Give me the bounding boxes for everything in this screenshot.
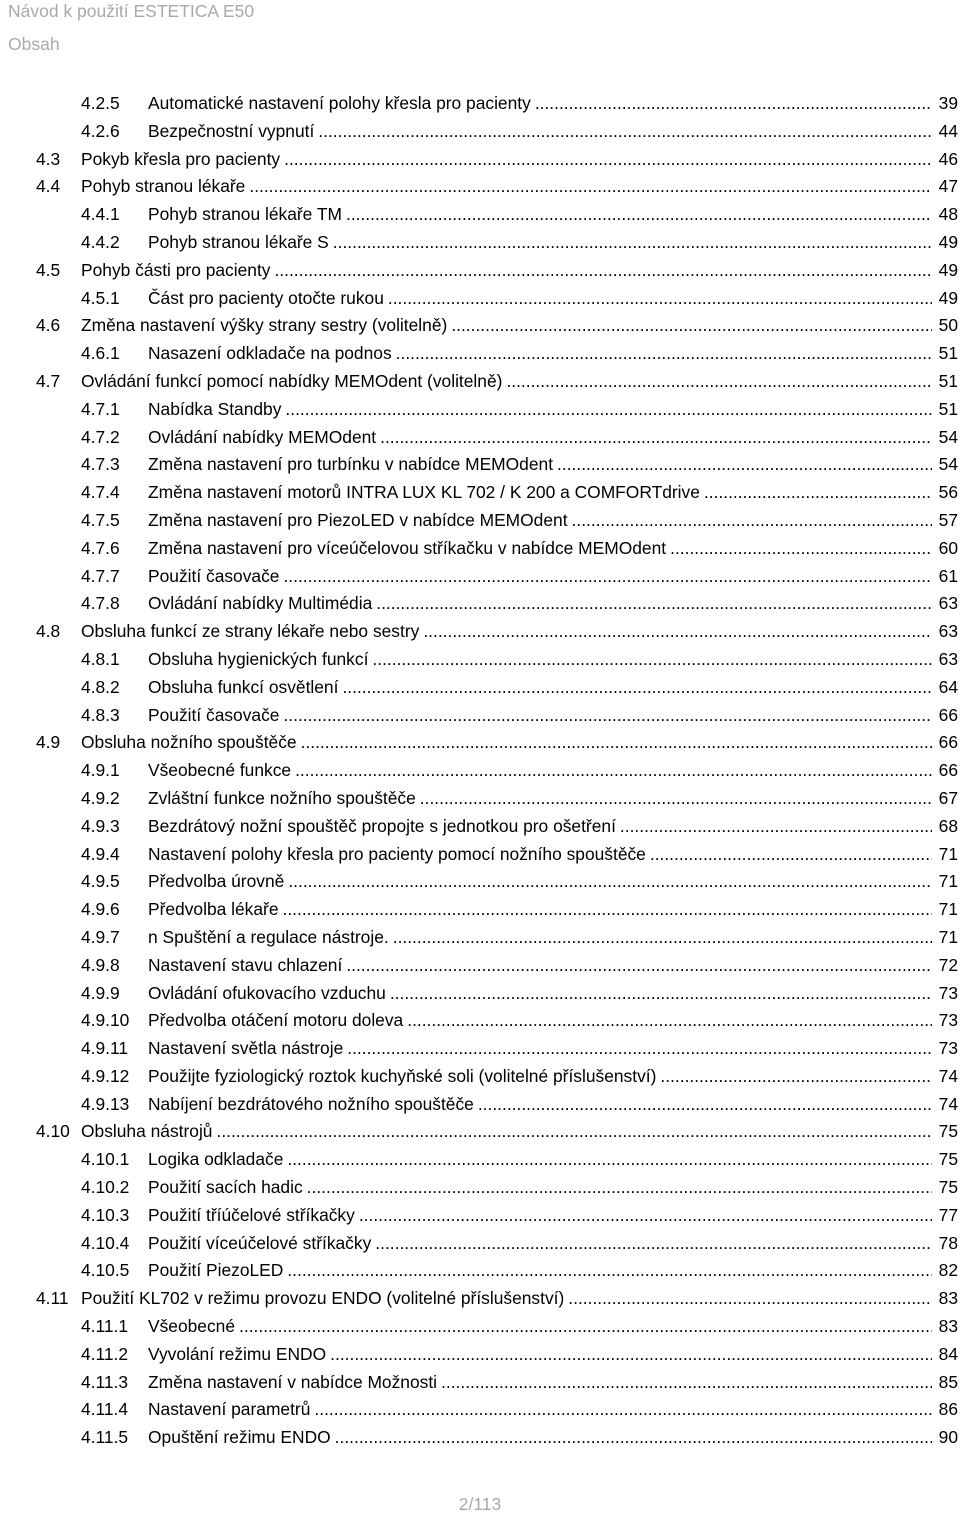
toc-entry-title: Změna nastavení výšky strany sestry (volitelně)	[81, 315, 448, 336]
toc-entry-page: 71	[938, 926, 958, 947]
toc-entry-page: 66	[938, 704, 958, 725]
toc-entry-title: Pohyb stranou lékaře	[81, 176, 246, 197]
dot-leader	[420, 785, 932, 813]
toc-entry[interactable]	[36, 368, 958, 396]
toc-entry-title: Ovládání ofukovacího vzduchu	[148, 982, 386, 1003]
toc-entry-title: Obsluha funkcí ze strany lékaře nebo sestry	[81, 621, 420, 642]
toc-entry-page: 84	[938, 1343, 958, 1364]
table-of-contents	[36, 90, 958, 1452]
toc-entry-page: 63	[938, 593, 958, 614]
dot-leader	[346, 952, 932, 980]
toc-entry-title: Obsluha hygienických funkcí	[148, 648, 369, 669]
dot-leader	[568, 1285, 932, 1313]
toc-entry-title: Použití KL702 v režimu provozu ENDO (volitelné příslušenství)	[81, 1288, 565, 1309]
toc-entry-page: 49	[938, 259, 958, 280]
toc-entry-number: 4.11.5	[81, 1427, 129, 1448]
toc-entry-title: Předvolba lékaře	[148, 899, 279, 920]
toc-entry-page: 78	[938, 1232, 958, 1253]
toc-entry-page: 77	[938, 1204, 958, 1225]
dot-leader	[441, 1369, 932, 1397]
dot-leader	[283, 896, 932, 924]
toc-entry-title: Pohyb části pro pacienty	[81, 259, 271, 280]
dot-leader	[307, 1174, 932, 1202]
toc-entry[interactable]	[36, 1035, 958, 1063]
toc-entry-title: Nastavení stavu chlazení	[148, 954, 343, 975]
toc-entry-number: 4.9.7	[81, 926, 120, 947]
toc-entry-page: 73	[938, 1038, 958, 1059]
toc-entry[interactable]	[36, 868, 958, 896]
dot-leader	[335, 1424, 932, 1452]
toc-entry-page: 74	[938, 1065, 958, 1086]
toc-entry-page: 54	[938, 426, 958, 447]
toc-entry-page: 66	[938, 760, 958, 781]
toc-entry-title: Použití PiezoLED	[148, 1260, 284, 1281]
toc-entry-page: 60	[938, 537, 958, 558]
dot-leader	[239, 1313, 932, 1341]
dot-leader	[380, 424, 932, 452]
dot-leader	[274, 257, 932, 285]
toc-entry-title: Vyvolání režimu ENDO	[148, 1343, 327, 1364]
document-title: Návod k použití ESTETICA E50	[8, 1, 255, 21]
toc-entry-number: 4.5	[36, 259, 61, 280]
toc-entry[interactable]	[36, 118, 958, 146]
toc-entry-number: 4.7.5	[81, 509, 120, 530]
toc-entry[interactable]	[36, 479, 958, 507]
dot-leader	[342, 674, 932, 702]
toc-entry-page: 67	[938, 787, 958, 808]
toc-entry-page: 75	[938, 1177, 958, 1198]
toc-entry-title: Všeobecné funkce	[148, 760, 292, 781]
toc-entry-number: 4.7.7	[81, 565, 120, 586]
toc-entry-title: Změna nastavení pro víceúčelovou stříkačku v nabídce MEMOdent	[148, 537, 667, 558]
toc-entry-number: 4.4.1	[81, 204, 120, 225]
dot-leader	[478, 1091, 932, 1119]
toc-entry[interactable]	[36, 507, 958, 535]
toc-entry[interactable]	[36, 785, 958, 813]
toc-entry-page: 46	[938, 148, 958, 169]
toc-entry[interactable]	[36, 896, 958, 924]
toc-entry-title: Obsluha nožního spouštěče	[81, 732, 297, 753]
toc-entry-page: 72	[938, 954, 958, 975]
toc-entry-page: 56	[938, 482, 958, 503]
dot-leader	[660, 1063, 932, 1091]
toc-entry-number: 4.7	[36, 370, 61, 391]
toc-entry-number: 4.6.1	[81, 343, 120, 364]
toc-entry[interactable]	[36, 1257, 958, 1285]
toc-entry-number: 4.11.3	[81, 1371, 129, 1392]
toc-entry-title: Použití víceúčelové stříkačky	[148, 1232, 372, 1253]
toc-entry-title: Předvolba otáčení motoru doleva	[148, 1010, 404, 1031]
toc-entry-page: 85	[938, 1371, 958, 1392]
dot-leader	[301, 729, 932, 757]
toc-entry[interactable]	[36, 646, 958, 674]
toc-entry-number: 4.9.9	[81, 982, 120, 1003]
toc-entry[interactable]	[36, 90, 958, 118]
toc-entry[interactable]	[36, 563, 958, 591]
toc-entry[interactable]	[36, 841, 958, 869]
toc-entry-title: Nastavení parametrů	[148, 1399, 311, 1420]
dot-leader	[347, 1035, 932, 1063]
toc-entry-page: 71	[938, 871, 958, 892]
toc-entry-title: Obsluha funkcí osvětlení	[148, 676, 339, 697]
toc-entry-title: Nasazení odkladače na podnos	[148, 343, 392, 364]
toc-entry-number: 4.2.6	[81, 120, 120, 141]
toc-entry-number: 4.11.4	[81, 1399, 129, 1420]
dot-leader	[249, 173, 932, 201]
toc-entry-number: 4.2.5	[81, 93, 120, 113]
toc-entry-title: Změna nastavení pro PiezoLED v nabídce MEMOdent	[148, 509, 568, 530]
toc-entry-number: 4.11	[36, 1288, 69, 1309]
toc-entry-page: 51	[938, 398, 958, 419]
toc-entry-page: 39	[938, 93, 958, 113]
toc-entry-title: Nastavení polohy křesla pro pacienty pomocí nožního spouštěče	[148, 843, 646, 864]
toc-entry-title: n Spuštění a regulace nástroje.	[148, 926, 389, 947]
toc-entry-title: Nabíjení bezdrátového nožního spouštěče	[148, 1093, 474, 1114]
toc-entry[interactable]	[36, 146, 958, 174]
dot-leader	[359, 1202, 932, 1230]
dot-leader	[376, 590, 932, 618]
toc-entry-page: 75	[938, 1149, 958, 1170]
dot-leader	[393, 924, 932, 952]
toc-entry-page: 86	[938, 1399, 958, 1420]
toc-entry-title: Ovládání nabídky MEMOdent	[148, 426, 377, 447]
toc-entry-number: 4.5.1	[81, 287, 120, 308]
toc-entry-title: Ovládání funkcí pomocí nabídky MEMOdent (volitelně)	[81, 370, 503, 391]
toc-entry-number: 4.4.2	[81, 231, 120, 252]
toc-entry[interactable]	[36, 229, 958, 257]
toc-entry-number: 4.10	[36, 1121, 70, 1142]
toc-entry[interactable]	[36, 1313, 958, 1341]
toc-entry[interactable]	[36, 1424, 958, 1452]
toc-entry[interactable]	[36, 757, 958, 785]
dot-leader	[216, 1118, 932, 1146]
toc-entry-page: 47	[938, 176, 958, 197]
dot-leader	[650, 841, 932, 869]
dot-leader	[346, 201, 932, 229]
toc-entry-page: 82	[938, 1260, 958, 1281]
toc-entry-number: 4.7.2	[81, 426, 120, 447]
toc-entry-number: 4.8.3	[81, 704, 120, 725]
dot-leader	[295, 757, 932, 785]
toc-entry-number: 4.9.13	[81, 1093, 130, 1114]
toc-entry-number: 4.7.1	[81, 398, 120, 419]
toc-entry-title: Změna nastavení v nabídce Možnosti	[148, 1371, 438, 1392]
toc-entry-number: 4.9.4	[81, 843, 120, 864]
toc-entry[interactable]	[36, 674, 958, 702]
dot-leader	[670, 535, 932, 563]
dot-leader	[451, 312, 932, 340]
page-header	[0, 0, 960, 62]
toc-entry-number: 4.9	[36, 732, 61, 753]
toc-entry-page: 73	[938, 982, 958, 1003]
dot-leader	[372, 646, 932, 674]
dot-leader	[388, 285, 932, 313]
toc-entry-number: 4.7.4	[81, 482, 120, 503]
dot-leader	[407, 1007, 932, 1035]
toc-entry-page: 61	[938, 565, 958, 586]
toc-entry[interactable]	[36, 1202, 958, 1230]
toc-entry[interactable]	[36, 590, 958, 618]
toc-entry-number: 4.7.3	[81, 454, 120, 475]
section-title: Obsah	[8, 34, 60, 54]
toc-entry[interactable]	[36, 285, 958, 313]
toc-entry[interactable]	[36, 257, 958, 285]
toc-entry[interactable]	[36, 312, 958, 340]
toc-entry-number: 4.9.8	[81, 954, 120, 975]
toc-entry[interactable]	[36, 1230, 958, 1258]
toc-entry-title: Část pro pacienty otočte rukou	[148, 287, 384, 308]
dot-leader	[375, 1230, 932, 1258]
toc-entry-title: Použití časovače	[148, 704, 280, 725]
toc-entry-page: 73	[938, 1010, 958, 1031]
toc-entry-number: 4.9.10	[81, 1010, 130, 1031]
toc-entry-title: Bezdrátový nožní spouštěč propojte s jednotkou pro ošetření	[148, 815, 616, 836]
dot-leader	[283, 563, 932, 591]
toc-entry-page: 51	[938, 343, 958, 364]
toc-entry-title: Použití časovače	[148, 565, 280, 586]
toc-entry[interactable]	[36, 1146, 958, 1174]
toc-entry[interactable]	[36, 424, 958, 452]
toc-entry-number: 4.10.3	[81, 1204, 130, 1225]
toc-entry-number: 4.9.11	[81, 1038, 129, 1059]
toc-entry-title: Zvláštní funkce nožního spouštěče	[148, 787, 416, 808]
toc-entry-page: 71	[938, 843, 958, 864]
toc-entry[interactable]	[36, 1007, 958, 1035]
toc-entry[interactable]	[36, 1118, 958, 1146]
toc-entry-page: 50	[938, 315, 958, 336]
toc-entry-number: 4.11.1	[81, 1316, 129, 1337]
dot-leader	[285, 396, 932, 424]
toc-entry-number: 4.9.12	[81, 1065, 130, 1086]
toc-entry-title: Použití sacích hadic	[148, 1177, 303, 1198]
page-number: 2/113	[458, 1494, 502, 1514]
dot-leader	[284, 146, 932, 174]
toc-entry[interactable]	[36, 201, 958, 229]
dot-leader	[333, 229, 932, 257]
toc-entry[interactable]	[36, 1285, 958, 1313]
toc-entry-page: 64	[938, 676, 958, 697]
toc-entry-page: 57	[938, 509, 958, 530]
toc-entry-number: 4.9.3	[81, 815, 120, 836]
dot-leader	[572, 507, 932, 535]
toc-entry[interactable]	[36, 618, 958, 646]
toc-entry-number: 4.7.8	[81, 593, 120, 614]
toc-entry[interactable]	[36, 173, 958, 201]
toc-entry[interactable]	[36, 535, 958, 563]
toc-entry[interactable]	[36, 1341, 958, 1369]
toc-entry[interactable]	[36, 729, 958, 757]
toc-entry-page: 63	[938, 648, 958, 669]
dot-leader	[288, 868, 932, 896]
toc-entry-number: 4.9.2	[81, 787, 120, 808]
toc-entry-title: Pohyb stranou lékaře S	[148, 231, 329, 252]
toc-entry-number: 4.8.2	[81, 676, 120, 697]
dot-leader	[423, 618, 932, 646]
toc-entry-page: 44	[938, 120, 958, 141]
toc-entry-page: 71	[938, 899, 958, 920]
toc-entry-number: 4.8	[36, 621, 61, 642]
toc-entry-page: 68	[938, 815, 958, 836]
toc-entry[interactable]	[36, 451, 958, 479]
toc-entry[interactable]	[36, 702, 958, 730]
toc-entry-number: 4.10.4	[81, 1232, 130, 1253]
toc-entry-page: 54	[938, 454, 958, 475]
toc-entry-number: 4.9.6	[81, 899, 120, 920]
toc-entry-title: Pokyb křesla pro pacienty	[81, 148, 281, 169]
toc-entry-number: 4.10.5	[81, 1260, 130, 1281]
toc-entry-number: 4.9.1	[81, 760, 120, 781]
toc-entry-title: Automatické nastavení polohy křesla pro pacienty	[148, 93, 531, 113]
toc-entry-page: 83	[938, 1288, 958, 1309]
toc-entry-title: Opuštění režimu ENDO	[148, 1427, 331, 1448]
toc-entry-title: Všeobecné	[148, 1316, 236, 1337]
toc-entry[interactable]	[36, 1091, 958, 1119]
toc-entry-title: Předvolba úrovně	[148, 871, 285, 892]
dot-leader	[330, 1341, 932, 1369]
toc-entry[interactable]	[36, 924, 958, 952]
dot-leader	[314, 1396, 932, 1424]
toc-entry-number: 4.4	[36, 176, 61, 197]
toc-entry-title: Nastavení světla nástroje	[148, 1038, 344, 1059]
toc-entry-page: 83	[938, 1316, 958, 1337]
dot-leader	[506, 368, 932, 396]
toc-entry[interactable]	[36, 1174, 958, 1202]
toc-entry-title: Změna nastavení pro turbínku v nabídce MEMOdent	[148, 454, 554, 475]
toc-entry-number: 4.9.5	[81, 871, 120, 892]
toc-entry-number: 4.10.1	[81, 1149, 130, 1170]
toc-entry-title: Změna nastavení motorů INTRA LUX KL 702 / K 200 a COMFORTdrive	[148, 482, 700, 503]
toc-entry-number: 4.3	[36, 148, 61, 169]
toc-entry-page: 49	[938, 231, 958, 252]
dot-leader	[283, 702, 932, 730]
toc-entry-title: Použití tříúčelové stříkačky	[148, 1204, 355, 1225]
toc-entry[interactable]	[36, 1396, 958, 1424]
toc-entry[interactable]	[36, 396, 958, 424]
toc-entry-title: Nabídka Standby	[148, 398, 282, 419]
dot-leader	[396, 340, 932, 368]
toc-entry[interactable]	[36, 980, 958, 1008]
toc-entry-title: Obsluha nástrojů	[81, 1121, 213, 1142]
toc-entry-title: Použijte fyziologický roztok kuchyňské soli (volitelné příslušenství)	[148, 1065, 657, 1086]
toc-entry-page: 66	[938, 732, 958, 753]
dot-leader	[535, 90, 932, 118]
toc-entry-number: 4.10.2	[81, 1177, 130, 1198]
toc-entry-number: 4.11.2	[81, 1343, 129, 1364]
toc-entry-title: Ovládání nabídky Multimédia	[148, 593, 373, 614]
toc-entry-page: 48	[938, 204, 958, 225]
dot-leader	[620, 813, 932, 841]
toc-entry[interactable]	[36, 1063, 958, 1091]
toc-entry-page: 49	[938, 287, 958, 308]
toc-entry-number: 4.6	[36, 315, 61, 336]
dot-leader	[704, 479, 932, 507]
toc-entry[interactable]	[36, 813, 958, 841]
toc-entry-page: 90	[938, 1427, 958, 1448]
toc-entry-number: 4.8.1	[81, 648, 120, 669]
dot-leader	[287, 1257, 932, 1285]
toc-entry-number: 4.7.6	[81, 537, 120, 558]
toc-entry-title: Bezpečnostní vypnutí	[148, 120, 315, 141]
toc-entry-page: 75	[938, 1121, 958, 1142]
dot-leader	[318, 118, 932, 146]
dot-leader	[390, 980, 932, 1008]
toc-entry-title: Logika odkladače	[148, 1149, 284, 1170]
dot-leader	[557, 451, 932, 479]
toc-entry[interactable]	[36, 952, 958, 980]
toc-entry-page: 74	[938, 1093, 958, 1114]
toc-entry-title: Pohyb stranou lékaře TM	[148, 204, 342, 225]
toc-entry[interactable]	[36, 1369, 958, 1397]
toc-entry-page: 63	[938, 621, 958, 642]
toc-entry-page: 51	[938, 370, 958, 391]
dot-leader	[287, 1146, 932, 1174]
toc-entry[interactable]	[36, 340, 958, 368]
